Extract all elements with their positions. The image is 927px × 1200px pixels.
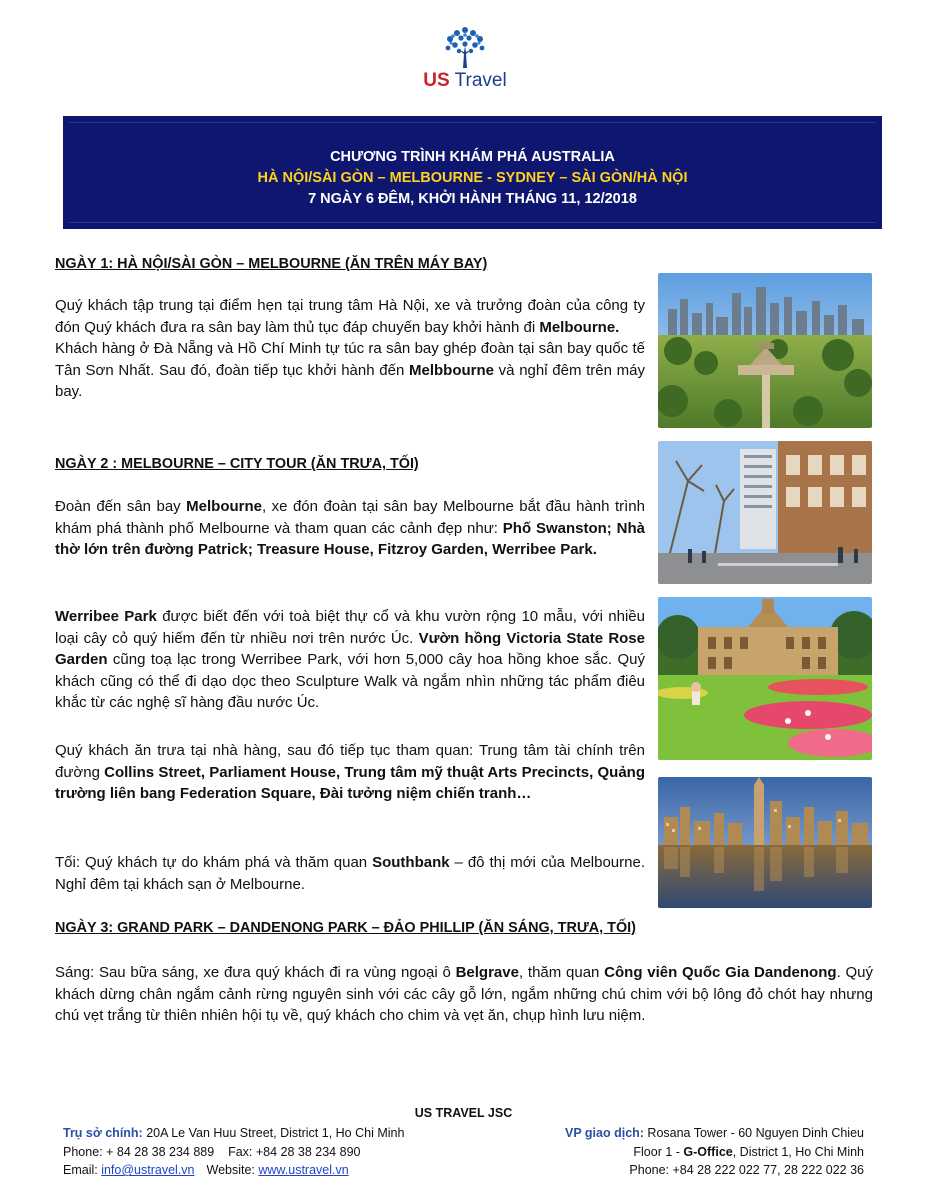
footer-company-name: US TRAVEL JSC <box>414 1106 513 1120</box>
day1-p1-text: Quý khách tập trung tại điểm hẹn tại trung tâm Hà Nội, xe và trưởng đoàn của công ty đón Quý khách đưa ra sân bay làm thủ tục đáp chuyến bay khởi hành đi <box>55 297 645 336</box>
day1-heading: NGÀY 1: HÀ NỘI/SÀI GÒN – MELBOURNE (ĂN TRÊN MÁY BAY) <box>55 256 488 272</box>
footer-office-phone: Phone: +84 28 222 022 77, 28 222 022 36 <box>629 1163 864 1178</box>
footer-floor-goffice: G-Office <box>683 1144 733 1159</box>
footer-head-office <box>63 1124 404 1180</box>
day2-heading: NGÀY 2 : MELBOURNE – CITY TOUR (ĂN TRƯA, TỐI) <box>55 456 419 472</box>
day2-p2-text-end: cũng toạ lạc trong Werribee Park, với hơn 5,000 cây hoa hồng khoe sắc. Quý khách cũng có thể đi dạo dọc theo Sculpture Walk và ngắm nhìn những tác phẩm điêu khắc từ các nghệ sĩ hàng đầu nước Úc. <box>55 651 645 712</box>
us-travel-logo <box>405 24 525 96</box>
day2-paragraph-4 <box>55 852 645 895</box>
footer-website-label: Website: <box>206 1163 259 1178</box>
footer-office-address: Rosana Tower - 60 Nguyen Dinh Chieu <box>643 1126 864 1140</box>
day2-paragraph-1 <box>55 496 645 561</box>
day2-p2-text: được biết đến với toà biệt thự cổ và khu vườn rộng 10 mẫu, với nhiều loại cây cỏ quý hiếm đến từ nhiều nơi trên nước Úc. <box>55 608 645 647</box>
day1-p2-bold: Melbbourne <box>408 361 494 379</box>
footer-hq-label: Trụ sở chính: <box>63 1126 143 1140</box>
footer-contact-line <box>63 1161 404 1180</box>
day2-p4-text: Tối: Quý khách tự do khám phá và thăm quan <box>55 854 373 871</box>
banner-title: CHƯƠNG TRÌNH KHÁM PHÁ AUSTRALIA <box>330 149 615 165</box>
banner-duration: 7 NGÀY 6 ĐÊM, KHỞI HÀNH THÁNG 11, 12/2018 <box>308 191 637 207</box>
day3-p1-bold-dandenong: Công viên Quốc Gia Dandenong <box>604 964 837 981</box>
footer-office-line <box>565 1124 864 1143</box>
photo-southbank-yarra-river <box>658 777 872 908</box>
day2-p1-text-mid: , xe đón đoàn tại sân bay Melbourne bắt đầu hành trình khám phá thành phố Melbourne và tham quan các cảnh đẹp như: <box>55 498 645 537</box>
program-title-banner <box>63 116 882 229</box>
day1-p1-bold: Melbourne. <box>539 318 620 336</box>
brand-name <box>405 70 525 92</box>
footer-hq-line <box>63 1124 404 1143</box>
footer-phone-fax: Phone: + 84 28 38 234 889 Fax: +84 28 38 234 890 <box>63 1144 361 1159</box>
photo-werribee-rose-garden <box>658 597 872 760</box>
day3-p1-bold-belgrave: Belgrave <box>455 964 519 981</box>
photo-swanston-street <box>658 441 872 584</box>
brand-us: US <box>423 70 450 91</box>
footer-floor-line <box>565 1143 864 1162</box>
banner-frame <box>69 122 876 223</box>
brand-travel: Travel <box>454 70 507 91</box>
day3-paragraph-1 <box>55 962 873 1027</box>
footer-email-link[interactable]: info@ustravel.vn <box>101 1163 195 1178</box>
day2-p2-bold-werribee: Werribee Park <box>55 608 157 625</box>
day2-p1-bold-melbourne: Melbourne <box>186 498 262 515</box>
footer-website-link[interactable]: www.ustravel.vn <box>258 1163 349 1178</box>
day2-p2-bold-rose-garden: Vườn hồng Victoria State Rose Garden <box>55 629 645 669</box>
footer-email-label: Email: <box>63 1163 102 1178</box>
footer-floor-suffix: , District 1, Ho Chi Minh <box>732 1144 864 1159</box>
day2-p1-bold-places: Phố Swanston; Nhà thờ lớn trên đường Patrick; Treasure House, Fitzroy Garden, Werribee Park. <box>55 519 645 559</box>
day2-p4-text-end: – đô thị mới của Melbourne. Nghỉ đêm tại khách sạn ở Melbourne. <box>55 854 645 893</box>
footer-floor-prefix: Floor 1 - <box>633 1144 684 1159</box>
tree-logo-icon <box>442 24 488 68</box>
day2-paragraph-2 <box>55 606 645 714</box>
day2-p4-bold-southbank: Southbank <box>372 854 450 871</box>
day1-p2-text: Khách hàng ở Đà Nẵng và Hồ Chí Minh tự túc ra sân bay ghép đoàn tại sân bay quốc tế Tân Sơn Nhất. Sau đó, đoàn tiếp tục khởi hành đến <box>55 340 645 379</box>
footer-transaction-office <box>565 1124 864 1180</box>
footer-hq-address: 20A Le Van Huu Street, District 1, Ho Chi Minh <box>142 1126 405 1140</box>
banner-route: HÀ NỘI/SÀI GÒN – MELBOURNE - SYDNEY – SÀI GÒN/HÀ NỘI <box>257 170 688 186</box>
day2-p3-text: Quý khách ăn trưa tại nhà hàng, sau đó tiếp tục tham quan: Trung tâm tài chính trên đường <box>55 742 645 781</box>
day2-p1-text: Đoàn đến sân bay <box>55 498 187 515</box>
day2-p3-bold-sights: Collins Street, Parliament House, Trung tâm mỹ thuật Arts Precincts, Quảng trường liên bang Federation Square, Đài tưởng niệm chiến tranh… <box>55 763 645 803</box>
day1-p2-text-end: và nghỉ đêm trên máy bay. <box>55 361 645 401</box>
day3-p1-text-mid: , thăm quan <box>518 964 605 981</box>
day2-paragraph-3 <box>55 740 645 805</box>
day3-heading: NGÀY 3: GRAND PARK – DANDENONG PARK – ĐẢO PHILLIP (ĂN SÁNG, TRƯA, TỐI) <box>55 920 636 936</box>
day1-paragraph-1 <box>55 295 645 403</box>
day3-p1-text: Sáng: Sau bữa sáng, xe đưa quý khách đi ra vùng ngoại ô <box>55 964 456 981</box>
photo-melbourne-skyline-shrine <box>658 273 872 428</box>
day3-p1-text-end: . Quý khách dừng chân ngắm cảnh rừng nguyên sinh với các cây gỗ lớn, ngắm những chú chim với bộ lông đỏ chót hay nhưng chú vẹt trắng từ thiên nhiên hội tụ về, quý khách cho chim và vẹt ăn, chụp hình lưu niệm. <box>55 964 874 1025</box>
footer-office-label: VP giao dịch: <box>565 1126 644 1140</box>
